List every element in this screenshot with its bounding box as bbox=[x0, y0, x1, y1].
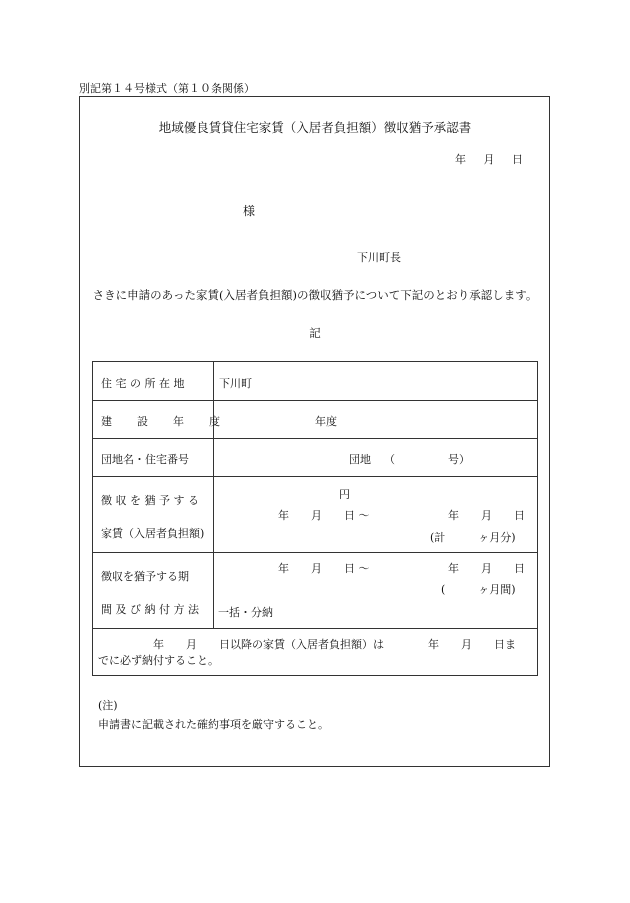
value-period-to: 年 月 日 bbox=[448, 562, 525, 575]
value-rent-from: 年 月 日 〜 bbox=[278, 509, 370, 522]
details-table bbox=[92, 361, 538, 676]
issuer-name: 下川町長 bbox=[357, 251, 401, 264]
payment-deadline-line1: 年 月 日以降の家賃（入居者負担額）は 年 月 日ま bbox=[153, 638, 516, 651]
value-number-suffix: 号） bbox=[448, 453, 470, 466]
value-yen: 円 bbox=[339, 488, 350, 501]
notes-label: (注) bbox=[98, 699, 118, 712]
row-divider bbox=[93, 476, 537, 477]
value-address: 下川町 bbox=[219, 377, 252, 390]
addressee: 様 bbox=[243, 204, 256, 218]
label-deferred-rent-1: 徴 収 を 猶 予 す る bbox=[101, 494, 199, 507]
value-paren-open: （ bbox=[384, 453, 395, 466]
ki-heading: 記 bbox=[309, 326, 321, 340]
row-divider bbox=[93, 628, 537, 629]
value-period-months: ( ヶ月間) bbox=[441, 583, 516, 596]
value-danchi: 団地 bbox=[349, 453, 371, 466]
row-divider bbox=[93, 552, 537, 553]
value-period-from: 年 月 日 〜 bbox=[278, 562, 370, 575]
label-period-method-2: 間 及 び 納 付 方 法 bbox=[101, 603, 199, 616]
value-payment-method: 一括・分納 bbox=[218, 606, 273, 619]
form-title: 地域優良賃貸住宅家賃（入居者負担額）徴収猶予承認書 bbox=[158, 120, 472, 135]
value-rent-total-months: (計 ヶ月分) bbox=[430, 531, 516, 544]
issue-date: 年 月 日 bbox=[455, 153, 523, 166]
row-divider bbox=[93, 438, 537, 439]
value-rent-to: 年 月 日 bbox=[448, 509, 525, 522]
payment-deadline-line2: でに必ず納付すること。 bbox=[98, 654, 219, 667]
approval-statement: さきに申請のあった家賃(入居者負担額)の徴収猶予について下記のとおり承認します。 bbox=[92, 288, 538, 302]
label-construction-year: 建 設 年 度 bbox=[101, 415, 221, 428]
label-address: 住 宅 の 所 在 地 bbox=[101, 377, 185, 390]
value-construction-year: 年度 bbox=[315, 415, 337, 428]
form-caption: 別記第１４号様式（第１０条関係） bbox=[79, 82, 255, 95]
column-divider bbox=[213, 362, 214, 628]
row-divider bbox=[93, 400, 537, 401]
label-period-method-1: 徴収を猶予する期 bbox=[101, 570, 189, 583]
notes-text: 申請書に記載された確約事項を厳守すること。 bbox=[98, 718, 329, 731]
label-housing-number: 団地名・住宅番号 bbox=[101, 453, 189, 466]
label-deferred-rent-2: 家賃（入居者負担額) bbox=[101, 527, 205, 540]
